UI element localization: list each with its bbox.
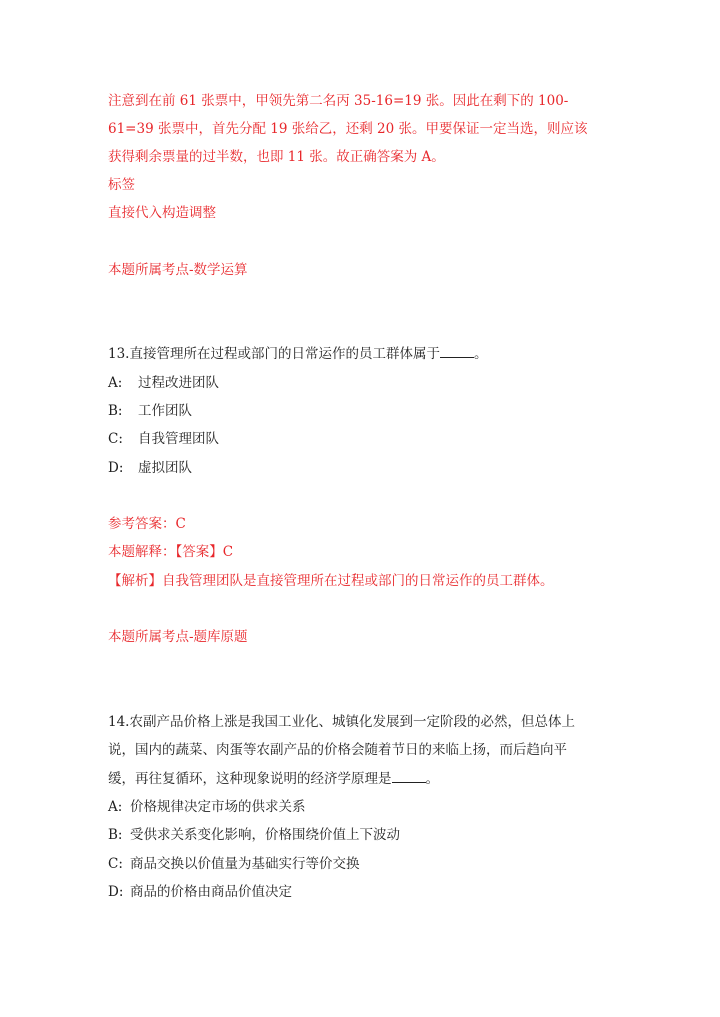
- q13-blank: [440, 345, 474, 358]
- q13-stem-text: 13.直接管理所在过程或部门的日常运作的员工群体属于: [108, 346, 440, 362]
- q14-option-b-label: B:: [108, 827, 123, 843]
- q13-option-b: [108, 402, 192, 420]
- q14-option-b: [108, 826, 400, 844]
- q14-stem-end: 。: [425, 771, 439, 787]
- q14-option-c-label: C:: [108, 856, 123, 872]
- q13-topic: 本题所属考点-题库原题: [108, 629, 248, 645]
- tag-value: 直接代入构造调整: [108, 205, 216, 221]
- q14-stem-line-3-text: 缓，再往复循环，这种现象说明的经济学原理是: [108, 771, 392, 787]
- q13-option-a-text: 过程改进团队: [138, 375, 219, 391]
- q14-option-a-text: 价格规律决定市场的供求关系: [130, 799, 306, 815]
- q13-option-c-text: 自我管理团队: [138, 431, 219, 447]
- q14-option-a: [108, 798, 306, 816]
- q14-stem-line-3: [108, 770, 439, 788]
- q13-analysis: 【解析】自我管理团队是直接管理所在过程或部门的日常运作的员工群体。: [108, 573, 554, 589]
- prev-explanation-line-3: 获得剩余票量的过半数，也即 11 张。故正确答案为 A。: [108, 149, 445, 165]
- q13-option-b-text: 工作团队: [138, 403, 192, 419]
- q14-option-d-label: D:: [108, 884, 124, 900]
- q14-option-b-text: 受供求关系变化影响，价格围绕价值上下波动: [130, 827, 400, 843]
- q14-option-c: [108, 855, 360, 873]
- q13-stem: [108, 345, 487, 363]
- q14-option-d: [108, 883, 292, 901]
- q13-option-d-label: D:: [108, 460, 124, 476]
- q13-option-d-text: 虚拟团队: [138, 460, 192, 476]
- q14-option-d-text: 商品的价格由商品价值决定: [130, 884, 292, 900]
- q13-option-c-label: C:: [108, 431, 123, 447]
- prev-explanation-line-2: 61=39 张票中，首先分配 19 张给乙，还剩 20 张。甲要保证一定当选，则应该: [108, 121, 588, 137]
- q14-option-a-label: A:: [108, 799, 123, 815]
- q13-explain-head: 本题解释：【答案】C: [108, 544, 234, 560]
- q14-stem-line-1: 14.农副产品价格上涨是我国工业化、城镇化发展到一定阶段的必然，但总体上: [108, 714, 575, 730]
- tag-label: 标签: [108, 177, 135, 193]
- q13-option-c: [108, 430, 219, 448]
- q14-option-c-text: 商品交换以价值量为基础实行等价交换: [130, 856, 360, 872]
- q13-answer: 参考答案：C: [108, 516, 186, 532]
- q13-option-d: [108, 459, 192, 477]
- q14-stem-line-2: 说，国内的蔬菜、肉蛋等农副产品的价格会随着节日的来临上扬，而后趋向平: [108, 742, 567, 758]
- q13-option-a-label: A:: [108, 375, 123, 391]
- prev-explanation-line-1: 注意到在前 61 张票中，甲领先第二名丙 35-16=19 张。因此在剩下的 100-: [108, 93, 569, 109]
- q14-blank: [392, 770, 426, 783]
- prev-topic: 本题所属考点-数学运算: [108, 262, 248, 278]
- q13-stem-end: 。: [473, 346, 488, 362]
- q13-option-a: [108, 374, 219, 392]
- q13-option-b-label: B:: [108, 403, 123, 419]
